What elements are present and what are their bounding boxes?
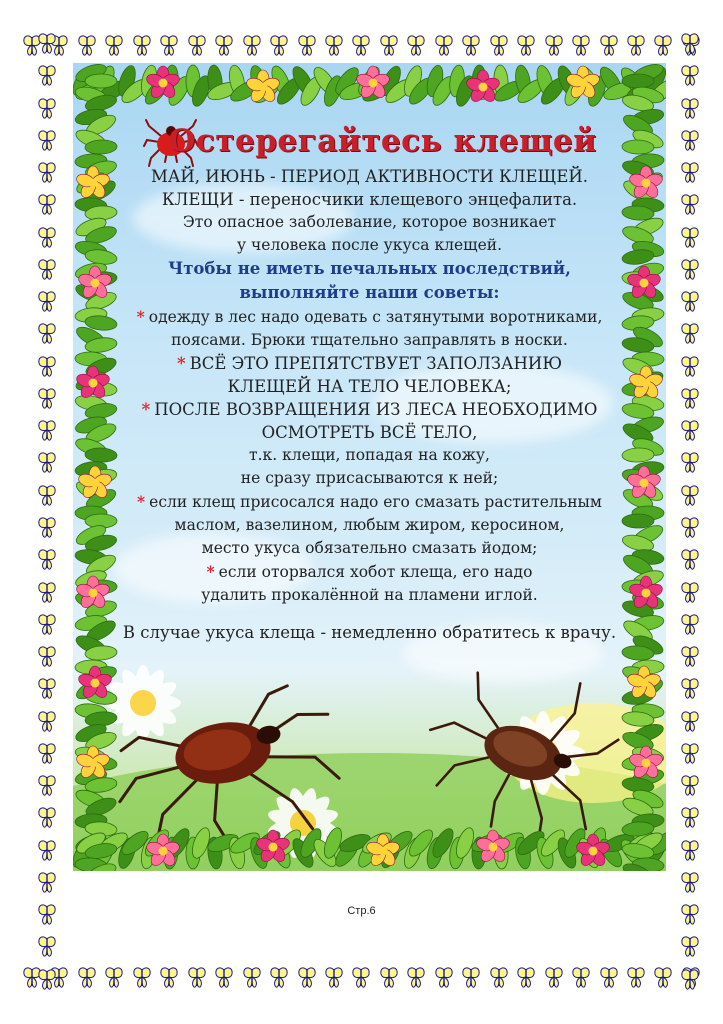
tip-line — [113, 305, 626, 329]
butterfly-border-icon — [37, 484, 57, 508]
tip-line — [113, 490, 626, 514]
butterfly-border-icon — [159, 34, 179, 58]
butterfly-border-icon — [544, 966, 564, 990]
butterfly-border-icon — [77, 34, 97, 58]
butterfly-border-icon — [37, 935, 57, 959]
tip-text: одежду в лес надо одевать с затянутыми воротниками, — [148, 308, 603, 326]
tip-line — [113, 375, 626, 398]
page-border-left — [34, 26, 60, 998]
butterfly-border-icon — [489, 966, 509, 990]
butterfly-border-icon — [680, 774, 700, 798]
butterfly-border-icon — [269, 34, 289, 58]
tip-text: не сразу присасываются к ней; — [240, 469, 499, 487]
butterfly-border-icon — [104, 966, 124, 990]
butterfly-border-icon — [680, 484, 700, 508]
butterfly-border-icon — [104, 34, 124, 58]
intro-line: МАЙ, ИЮНЬ - ПЕРИОД АКТИВНОСТИ КЛЕЩЕЙ. — [150, 167, 589, 186]
butterfly-border-icon — [680, 226, 700, 250]
butterfly-border-icon — [77, 966, 97, 990]
tip-text: ПОСЛЕ ВОЗВРАЩЕНИЯ ИЗ ЛЕСА НЕОБХОДИМО — [154, 400, 598, 419]
tip-line — [113, 444, 626, 467]
butterfly-border-icon — [379, 966, 399, 990]
doctor-note: В случае укуса клеща - немедленно обратитесь к врачу. — [122, 623, 617, 642]
butterfly-border-icon — [37, 451, 57, 475]
butterfly-border-icon — [489, 34, 509, 58]
butterfly-border-icon — [434, 966, 454, 990]
butterfly-border-icon — [680, 355, 700, 379]
intro-block — [113, 165, 626, 257]
page-border-right — [677, 26, 703, 998]
butterfly-border-icon — [680, 322, 700, 346]
butterfly-border-icon — [37, 677, 57, 701]
butterfly-border-icon — [132, 966, 152, 990]
butterfly-border-icon — [599, 34, 619, 58]
intro-line: у человека после укуса клещей. — [236, 236, 502, 254]
butterfly-border-icon — [242, 966, 262, 990]
tips-list — [113, 305, 626, 607]
tip-text: место укуса обязательно смазать йодом; — [201, 539, 538, 557]
butterfly-border-icon — [680, 645, 700, 669]
intro-line: КЛЕЩИ - переносчики клещевого энцефалита. — [161, 190, 578, 209]
butterfly-border-icon — [653, 966, 673, 990]
tip-text: ОСМОТРЕТЬ ВСЁ ТЕЛО, — [261, 423, 478, 442]
butterfly-border-icon — [680, 290, 700, 314]
tip-text: т.к. клещи, попадая на кожу, — [249, 446, 490, 464]
butterfly-border-icon — [351, 34, 371, 58]
asterisk-bullet-icon: * — [206, 562, 215, 581]
butterfly-border-icon — [37, 419, 57, 443]
butterfly-border-icon — [37, 322, 57, 346]
butterfly-border-icon — [37, 193, 57, 217]
page-border-top — [0, 34, 723, 60]
asterisk-bullet-icon: * — [176, 354, 186, 373]
tip-line — [113, 421, 626, 444]
tip-line — [113, 560, 626, 584]
butterfly-border-icon — [680, 871, 700, 895]
butterfly-border-icon — [132, 34, 152, 58]
butterfly-border-icon — [37, 613, 57, 637]
butterfly-border-icon — [680, 64, 700, 88]
butterfly-border-icon — [680, 32, 700, 56]
butterfly-border-icon — [37, 226, 57, 250]
butterfly-border-icon — [680, 935, 700, 959]
butterfly-border-icon — [680, 97, 700, 121]
butterfly-border-icon — [680, 677, 700, 701]
butterfly-border-icon — [37, 806, 57, 830]
butterfly-border-icon — [680, 516, 700, 540]
page-border-bottom — [0, 966, 723, 992]
butterfly-border-icon — [37, 161, 57, 185]
butterfly-border-icon — [37, 64, 57, 88]
tip-text: маслом, вазелином, любым жиром, керосином, — [174, 516, 565, 534]
butterfly-border-icon — [37, 355, 57, 379]
advice-heading — [113, 257, 626, 305]
tip-line — [113, 329, 626, 352]
tip-text: удалить прокалённой на пламени иглой. — [201, 586, 538, 604]
butterfly-border-icon — [461, 34, 481, 58]
butterfly-border-icon — [37, 387, 57, 411]
butterfly-border-icon — [37, 290, 57, 314]
butterfly-border-icon — [680, 581, 700, 605]
butterfly-border-icon — [37, 129, 57, 153]
asterisk-bullet-icon: * — [136, 307, 145, 326]
butterfly-border-icon — [159, 966, 179, 990]
intro-line: Это опасное заболевание, которое возникает — [182, 213, 557, 231]
butterfly-border-icon — [187, 966, 207, 990]
butterfly-border-icon — [680, 613, 700, 637]
butterfly-border-icon — [297, 34, 317, 58]
butterfly-border-icon — [680, 193, 700, 217]
butterfly-border-icon — [37, 645, 57, 669]
butterfly-border-icon — [37, 581, 57, 605]
butterfly-border-icon — [242, 34, 262, 58]
butterfly-border-icon — [680, 161, 700, 185]
butterfly-border-icon — [297, 966, 317, 990]
tip-line — [113, 398, 626, 421]
asterisk-bullet-icon: * — [137, 492, 146, 511]
butterfly-border-icon — [37, 871, 57, 895]
tip-text: если клещ присосался надо его смазать растительным — [149, 493, 602, 511]
butterfly-border-icon — [214, 34, 234, 58]
butterfly-border-icon — [653, 34, 673, 58]
butterfly-border-icon — [406, 34, 426, 58]
butterfly-border-icon — [351, 966, 371, 990]
butterfly-border-icon — [626, 966, 646, 990]
tip-line — [113, 352, 626, 375]
asterisk-bullet-icon: * — [141, 400, 151, 419]
butterfly-border-icon — [37, 968, 57, 992]
butterfly-border-icon — [37, 32, 57, 56]
tip-text: ВСЁ ЭТО ПРЕПЯТСТВУЕТ ЗАПОЛЗАНИЮ — [189, 354, 563, 373]
tip-text: если оторвался хобот клеща, его надо — [218, 563, 533, 581]
poster-text — [113, 123, 626, 644]
butterfly-border-icon — [680, 419, 700, 443]
butterfly-border-icon — [680, 129, 700, 153]
butterfly-border-icon — [680, 387, 700, 411]
butterfly-border-icon — [544, 34, 564, 58]
butterfly-border-icon — [434, 34, 454, 58]
advice-line: выполняйте наши советы: — [239, 283, 500, 302]
butterfly-border-icon — [680, 742, 700, 766]
tip-text: КЛЕЩЕЙ НА ТЕЛО ЧЕЛОВЕКА; — [227, 377, 512, 396]
advice-line: Чтобы не иметь печальных последствий, — [168, 259, 571, 278]
butterfly-border-icon — [680, 839, 700, 863]
butterfly-border-icon — [37, 710, 57, 734]
butterfly-border-icon — [37, 258, 57, 282]
poster-title: Остерегайтесь клещей — [168, 123, 597, 159]
butterfly-border-icon — [516, 966, 536, 990]
butterfly-border-icon — [406, 966, 426, 990]
butterfly-border-icon — [680, 548, 700, 572]
butterfly-border-icon — [37, 516, 57, 540]
butterfly-border-icon — [37, 548, 57, 572]
tip-line — [113, 537, 626, 560]
butterfly-border-icon — [626, 34, 646, 58]
butterfly-border-icon — [37, 97, 57, 121]
tick-warning-poster — [73, 63, 666, 871]
butterfly-border-icon — [571, 966, 591, 990]
butterfly-border-icon — [214, 966, 234, 990]
butterfly-border-icon — [599, 966, 619, 990]
butterfly-border-icon — [680, 710, 700, 734]
butterfly-border-icon — [269, 966, 289, 990]
butterfly-border-icon — [516, 34, 536, 58]
butterfly-border-icon — [680, 968, 700, 992]
page-number: Стр.6 — [347, 905, 376, 917]
butterfly-border-icon — [37, 839, 57, 863]
butterfly-border-icon — [680, 806, 700, 830]
butterfly-border-icon — [187, 34, 207, 58]
butterfly-border-icon — [37, 742, 57, 766]
butterfly-border-icon — [37, 774, 57, 798]
butterfly-border-icon — [324, 966, 344, 990]
butterfly-border-icon — [680, 258, 700, 282]
butterfly-border-icon — [680, 451, 700, 475]
tip-line — [113, 584, 626, 607]
tip-text: поясами. Брюки тщательно заправлять в носки. — [171, 331, 568, 349]
butterfly-border-icon — [324, 34, 344, 58]
butterfly-border-icon — [461, 966, 481, 990]
tip-line — [113, 467, 626, 490]
tip-line — [113, 514, 626, 537]
butterfly-border-icon — [379, 34, 399, 58]
butterfly-border-icon — [571, 34, 591, 58]
